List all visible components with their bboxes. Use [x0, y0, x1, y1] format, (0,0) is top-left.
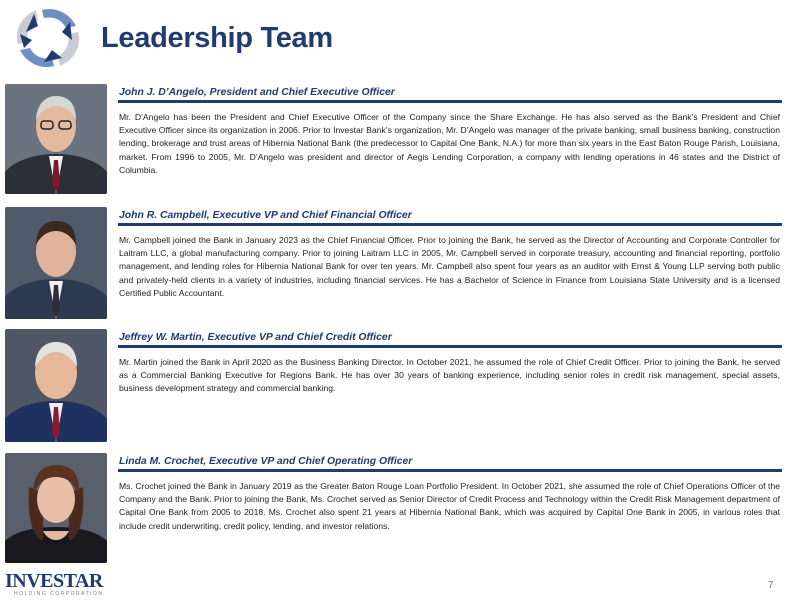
footer-brand-logo: INVESTAR — [5, 570, 103, 592]
leader-bio: Mr. D’Angelo has been the President and Chief Executive Officer of the Company since the Share Exchange. He has also served as the Bank’s President and Chief Executive Officer since its organization in 2006. Prior to Investar Bank’s organization, Mr. D’Angelo was manager of the private banking, small business banking, construction lending, brokerage and trust areas of Hibernia National Bank (the predecessor to Capital One Bank, N.A.) for more than six years in the East Baton Rouge Parish, Louisiana, market. From 1996 to 2005, Mr. D’Angelo was president and director of Aegis Lending Corporation, a company with lending operations in 46 states and the District of Columbia. — [119, 112, 780, 175]
page-title: Leadership Team — [101, 22, 333, 54]
investar-star-logo-icon — [6, 4, 90, 68]
footer-brand-subtitle: HOLDING CORPORATION — [14, 591, 104, 597]
leader-name-title: John R. Campbell, Executive VP and Chief Financial Officer — [119, 210, 412, 221]
leader-name-title: John J. D’Angelo, President and Chief Executive Officer — [119, 87, 395, 98]
leader-name-title: Linda M. Crochet, Executive VP and Chief Operating Officer — [119, 456, 413, 467]
headshot-photo — [5, 207, 107, 319]
section-divider — [118, 100, 782, 103]
leader-name-title: Jeffrey W. Martin, Executive VP and Chief Credit Officer — [119, 332, 392, 343]
leader-bio: Ms. Crochet joined the Bank in January 2019 as the Greater Baton Rouge Loan Portfolio President. In October 2021, she assumed the role of Chief Operations Officer of the Company and the Bank. Prior to joining the Bank, Ms. Crochet served as Senior Director of Credit Process and Technology within the Credit Risk Management department of Capital One Bank from 2005 to 2018. Ms. Crochet also spent 21 years at Hibernia National Bank, which was acquired by Capital One Bank in 2005, in various roles that include credit underwriting, credit policy, lending, and investor relations. — [119, 481, 780, 531]
leader-bio: Mr. Campbell joined the Bank in January 2023 as the Chief Financial Officer. Prior to joining the Bank, he served as the Director of Accounting and Corporate Controller for Laitram LLC, a global manufacturing company. Prior to joining Laitram LLC in 2005, Mr. Campbell served in corporate treasury, accounting and financial reporting, portfolio management, and lending roles for Hibernia National Bank for over ten years. Mr. Campbell also spent four years as an auditor with Ernst & Young LLP serving both public and privately-held clients in a variety of industries, including financial services. He has a Bachelor of Science in Finance from Louisiana State University and is a licensed Certified Public Accountant. — [119, 235, 780, 298]
headshot-photo — [5, 453, 107, 563]
page-number: 7 — [768, 580, 774, 591]
section-divider — [118, 469, 782, 472]
headshot-photo — [5, 84, 107, 194]
leader-bio: Mr. Martin joined the Bank in April 2020 as the Business Banking Director. In October 2021, he assumed the role of Chief Credit Officer. Prior to joining the Bank, he served as a Commercial Banking Executive for Regions Bank. He has over 30 years of banking experience, including senior roles in credit risk management, special assets, business development strategy and commercial banking. — [119, 357, 780, 394]
section-divider — [118, 345, 782, 348]
section-divider — [118, 223, 782, 226]
headshot-photo — [5, 329, 107, 442]
